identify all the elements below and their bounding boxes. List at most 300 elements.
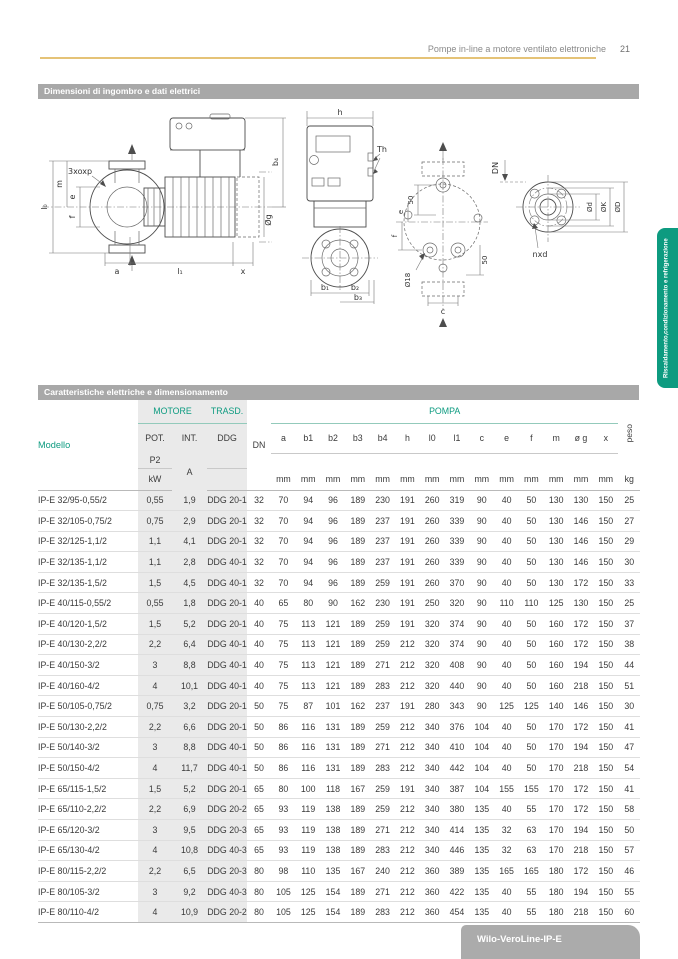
dim-h-label: h	[337, 108, 343, 117]
cell-dim-b1: 94	[296, 572, 321, 593]
cell-dn: 32	[247, 511, 271, 532]
cell-dim-e: 165	[494, 861, 519, 882]
cell-dim-b1: 116	[296, 758, 321, 779]
cell-dim-b4: 271	[370, 881, 395, 902]
unit-kw: kW	[138, 468, 172, 490]
cell-dim-m: 160	[544, 614, 569, 635]
cell-dim-b1: 94	[296, 490, 321, 511]
cell-peso: 41	[618, 717, 640, 738]
cell-dim-x: 150	[593, 490, 618, 511]
side-tab-line1: Riscaldamento,	[663, 333, 670, 379]
cell-peso: 38	[618, 634, 640, 655]
cell-dim-l1: 422	[445, 881, 470, 902]
cell-dim-b4: 259	[370, 799, 395, 820]
drawing-side-view	[40, 108, 290, 286]
cell-dim-c: 104	[469, 737, 494, 758]
cell-ddg: DDG 40-1	[207, 758, 247, 779]
col-header-peso	[618, 400, 640, 468]
cell-dim-l0: 340	[420, 758, 445, 779]
cell-peso: 30	[618, 552, 640, 573]
dim-a-label: a	[114, 267, 120, 276]
cell-dim-x: 150	[593, 737, 618, 758]
cell-dim-l0: 360	[420, 881, 445, 902]
cell-dim-b2: 138	[321, 820, 346, 841]
cell-dim-x: 150	[593, 778, 618, 799]
cell-int: 6,6	[172, 717, 207, 738]
cell-dim-ø g: 194	[569, 820, 594, 841]
cell-dim-b4: 259	[370, 572, 395, 593]
cell-dim-f: 63	[519, 820, 544, 841]
cell-pot: 2,2	[138, 799, 172, 820]
cell-dim-l0: 260	[420, 490, 445, 511]
divider-cell	[469, 453, 494, 468]
cell-dn: 40	[247, 614, 271, 635]
table-row	[38, 572, 640, 593]
col-header-b2: b2	[321, 423, 346, 453]
cell-dn: 32	[247, 531, 271, 552]
cell-dim-h: 212	[395, 717, 420, 738]
cell-dim-f: 50	[519, 758, 544, 779]
table-row	[38, 614, 640, 635]
cell-dim-l0: 260	[420, 531, 445, 552]
cell-dim-x: 150	[593, 614, 618, 635]
cell-dim-b2: 90	[321, 593, 346, 614]
cell-dim-x: 150	[593, 675, 618, 696]
cell-ddg: DDG 20-3	[207, 861, 247, 882]
page-header-title: Pompe in-line a motore ventilato elettroniche	[427, 44, 606, 54]
cell-dim-l1: 370	[445, 572, 470, 593]
cell-dim-c: 135	[469, 799, 494, 820]
cell-dim-b1: 87	[296, 696, 321, 717]
bolt-note-label: 3xoxp	[68, 167, 93, 176]
cell-dim-a: 98	[271, 861, 296, 882]
cell-dim-h: 191	[395, 552, 420, 573]
divider-cell	[370, 453, 395, 468]
cell-dim-x: 150	[593, 655, 618, 676]
cell-dim-a: 70	[271, 572, 296, 593]
cell-dim-h: 212	[395, 902, 420, 923]
cell-dim-l0: 340	[420, 717, 445, 738]
cell-dn: 65	[247, 778, 271, 799]
cell-dim-l1: 454	[445, 902, 470, 923]
dim-e-label: e	[68, 194, 77, 200]
cell-dn: 32	[247, 552, 271, 573]
cell-ddg: DDG 20-1	[207, 531, 247, 552]
unit-mm: mm	[544, 468, 569, 490]
cell-dim-f: 50	[519, 531, 544, 552]
cell-dim-b3: 167	[345, 861, 370, 882]
cell-dim-b2: 138	[321, 799, 346, 820]
cell-ddg: DDG 40-1	[207, 655, 247, 676]
cell-dim-l1: 380	[445, 799, 470, 820]
cell-pot: 4	[138, 840, 172, 861]
cell-dn: 40	[247, 655, 271, 676]
cell-dim-b4: 237	[370, 696, 395, 717]
cell-int: 10,1	[172, 675, 207, 696]
cell-ddg: DDG 20-3	[207, 820, 247, 841]
cell-dim-e: 40	[494, 490, 519, 511]
cell-dim-m: 170	[544, 737, 569, 758]
cell-dim-b3: 167	[345, 778, 370, 799]
col-header-b1: b1	[296, 423, 321, 453]
cell-model: IP-E 50/105-0,75/2	[38, 696, 138, 717]
table-row	[38, 758, 640, 779]
cell-pot: 0,55	[138, 593, 172, 614]
cell-int: 8,8	[172, 737, 207, 758]
cell-dim-h: 191	[395, 696, 420, 717]
cell-int: 2,8	[172, 552, 207, 573]
cell-dim-e: 40	[494, 614, 519, 635]
dim-b2-label: b₂	[350, 283, 360, 292]
cell-dim-f: 55	[519, 881, 544, 902]
cell-dim-b4: 230	[370, 593, 395, 614]
cell-peso: 41	[618, 778, 640, 799]
cell-dim-a: 75	[271, 696, 296, 717]
cell-dim-f: 55	[519, 799, 544, 820]
divider-cell	[494, 453, 519, 468]
cell-dim-l0: 340	[420, 840, 445, 861]
cell-dim-x: 150	[593, 799, 618, 820]
cell-dim-x: 150	[593, 572, 618, 593]
cell-dim-l0: 340	[420, 799, 445, 820]
cell-dim-ø g: 130	[569, 593, 594, 614]
cell-dim-a: 93	[271, 840, 296, 861]
cell-dim-c: 135	[469, 861, 494, 882]
cell-pot: 3	[138, 737, 172, 758]
cell-dim-x: 150	[593, 840, 618, 861]
cell-dim-b1: 119	[296, 799, 321, 820]
divider-cell	[445, 453, 470, 468]
cell-dim-h: 191	[395, 572, 420, 593]
cell-model: IP-E 32/135-1,1/2	[38, 552, 138, 573]
header-rule	[40, 57, 596, 59]
cell-dim-h: 212	[395, 737, 420, 758]
cell-dim-ø g: 218	[569, 675, 594, 696]
cell-dim-b4: 259	[370, 634, 395, 655]
cell-dim-f: 50	[519, 737, 544, 758]
subheader-p2: P2	[138, 453, 172, 468]
table-row	[38, 799, 640, 820]
cell-dim-h: 191	[395, 614, 420, 635]
cell-dim-a: 93	[271, 799, 296, 820]
cell-dim-b4: 283	[370, 758, 395, 779]
table-row	[38, 531, 640, 552]
cell-dim-b1: 80	[296, 593, 321, 614]
cell-pot: 1,1	[138, 531, 172, 552]
cell-dim-l1: 442	[445, 758, 470, 779]
cell-peso: 46	[618, 861, 640, 882]
flange-nxd-label: nxd	[532, 250, 548, 259]
cell-peso: 50	[618, 820, 640, 841]
cell-model: IP-E 50/130-2,2/2	[38, 717, 138, 738]
cell-dim-l1: 343	[445, 696, 470, 717]
cell-dim-a: 75	[271, 675, 296, 696]
section-bar-table	[38, 385, 639, 400]
table-row	[38, 593, 640, 614]
cell-dim-x: 150	[593, 902, 618, 923]
dim-l0-label: l₀	[40, 204, 49, 210]
cell-ddg: DDG 20-1	[207, 593, 247, 614]
cell-dim-a: 70	[271, 552, 296, 573]
cell-dim-c: 104	[469, 778, 494, 799]
cell-dim-ø g: 172	[569, 572, 594, 593]
cell-dim-e: 110	[494, 593, 519, 614]
cell-dim-b3: 189	[345, 655, 370, 676]
cell-dim-e: 40	[494, 531, 519, 552]
cell-dim-l0: 320	[420, 655, 445, 676]
cell-dim-a: 75	[271, 614, 296, 635]
cell-dim-f: 50	[519, 552, 544, 573]
th-label: Th	[377, 145, 387, 154]
cell-dim-c: 90	[469, 675, 494, 696]
table-row	[38, 737, 640, 758]
cell-dim-e: 40	[494, 572, 519, 593]
col-header-int: INT.	[172, 423, 207, 453]
port-dim-c-label: c	[440, 307, 446, 316]
cell-peso: 58	[618, 799, 640, 820]
cell-dim-x: 150	[593, 511, 618, 532]
col-header-dn: DN	[247, 400, 271, 490]
cell-int: 5,2	[172, 778, 207, 799]
cell-dim-l0: 260	[420, 572, 445, 593]
cell-dn: 40	[247, 634, 271, 655]
cell-dim-b4: 237	[370, 552, 395, 573]
cell-dim-c: 90	[469, 696, 494, 717]
cell-dim-a: 65	[271, 593, 296, 614]
cell-dim-m: 170	[544, 778, 569, 799]
cell-dim-h: 191	[395, 778, 420, 799]
cell-peso: 30	[618, 696, 640, 717]
cell-dim-e: 40	[494, 758, 519, 779]
cell-dim-h: 191	[395, 593, 420, 614]
cell-dim-m: 130	[544, 490, 569, 511]
cell-peso: 51	[618, 675, 640, 696]
cell-dim-l1: 339	[445, 552, 470, 573]
cell-dim-l0: 260	[420, 511, 445, 532]
cell-dim-a: 80	[271, 778, 296, 799]
divider-cell	[395, 453, 420, 468]
cell-dim-m: 160	[544, 634, 569, 655]
divider-cell	[544, 453, 569, 468]
dim-b4-label: b₄	[271, 157, 280, 167]
cell-model: IP-E 40/150-3/2	[38, 655, 138, 676]
cell-dim-b4: 237	[370, 531, 395, 552]
cell-dim-b4: 259	[370, 614, 395, 635]
cell-dim-l0: 320	[420, 614, 445, 635]
cell-dim-c: 90	[469, 655, 494, 676]
port-dim-d18-label: Ø18	[404, 272, 412, 288]
cell-int: 9,2	[172, 881, 207, 902]
col-header-e: e	[494, 423, 519, 453]
cell-dim-ø g: 146	[569, 531, 594, 552]
cell-ddg: DDG 40-3	[207, 881, 247, 902]
cell-dim-b2: 121	[321, 614, 346, 635]
cell-dim-m: 130	[544, 552, 569, 573]
cell-dim-l1: 339	[445, 511, 470, 532]
table-row	[38, 511, 640, 532]
col-header-ddg: DDG	[207, 423, 247, 453]
cell-ddg: DDG 40-1	[207, 675, 247, 696]
cell-dn: 80	[247, 902, 271, 923]
cell-dim-e: 32	[494, 840, 519, 861]
divider-cell	[593, 453, 618, 468]
divider-cell	[271, 453, 296, 468]
cell-dim-l1: 414	[445, 820, 470, 841]
cell-dim-b1: 119	[296, 840, 321, 861]
cell-dn: 50	[247, 717, 271, 738]
cell-dim-b4: 271	[370, 737, 395, 758]
cell-dim-x: 150	[593, 881, 618, 902]
table-body	[38, 490, 640, 922]
cell-dim-ø g: 172	[569, 799, 594, 820]
flange-ok-label: ØK	[600, 201, 608, 213]
cell-dim-a: 75	[271, 634, 296, 655]
cell-dim-c: 90	[469, 531, 494, 552]
cell-dim-b3: 189	[345, 840, 370, 861]
cell-dim-h: 212	[395, 840, 420, 861]
cell-dim-ø g: 172	[569, 778, 594, 799]
cell-dn: 32	[247, 490, 271, 511]
dim-b1-label: b₁	[320, 283, 330, 292]
cell-int: 4,1	[172, 531, 207, 552]
cell-ddg: DDG 40-1	[207, 634, 247, 655]
cell-dim-l0: 360	[420, 861, 445, 882]
group-header-motore: MOTORE	[138, 400, 207, 423]
cell-dim-l1: 319	[445, 490, 470, 511]
cell-dim-b4: 240	[370, 861, 395, 882]
spec-table-header	[38, 400, 640, 490]
cell-dim-b1: 113	[296, 675, 321, 696]
port-dim-50right-label: 50	[481, 255, 489, 265]
page-header	[40, 44, 640, 54]
cell-ddg: DDG 40-1	[207, 552, 247, 573]
cell-dim-b2: 154	[321, 881, 346, 902]
cell-dim-b3: 189	[345, 758, 370, 779]
cell-dim-e: 32	[494, 820, 519, 841]
cell-ddg: DDG 20-1	[207, 717, 247, 738]
cell-int: 6,9	[172, 799, 207, 820]
table-row	[38, 490, 640, 511]
cell-dim-l1: 389	[445, 861, 470, 882]
cell-dim-c: 104	[469, 758, 494, 779]
unit-mm: mm	[370, 468, 395, 490]
dim-og-label: Øg	[264, 214, 273, 226]
cell-dim-c: 90	[469, 511, 494, 532]
flange-od-label: Ød	[586, 202, 594, 212]
cell-dim-m: 130	[544, 511, 569, 532]
cell-dim-f: 50	[519, 634, 544, 655]
cell-dn: 65	[247, 840, 271, 861]
page-number: 21	[620, 44, 631, 54]
cell-dim-m: 180	[544, 902, 569, 923]
section-title-table: Caratteristiche elettriche e dimensionamento	[44, 387, 228, 397]
cell-dim-e: 40	[494, 552, 519, 573]
cell-dim-a: 105	[271, 902, 296, 923]
cell-dim-b4: 259	[370, 778, 395, 799]
cell-pot: 0,75	[138, 696, 172, 717]
cell-dn: 80	[247, 861, 271, 882]
cell-dim-x: 150	[593, 820, 618, 841]
cell-model: IP-E 32/95-0,55/2	[38, 490, 138, 511]
cell-dim-b4: 230	[370, 490, 395, 511]
cell-dim-l1: 374	[445, 614, 470, 635]
cell-dim-f: 50	[519, 511, 544, 532]
cell-dim-ø g: 194	[569, 655, 594, 676]
divider-cell	[321, 453, 346, 468]
cell-dim-b3: 189	[345, 717, 370, 738]
cell-int: 10,9	[172, 902, 207, 923]
cell-dim-b2: 121	[321, 634, 346, 655]
cell-dim-f: 50	[519, 655, 544, 676]
cell-dim-x: 150	[593, 531, 618, 552]
cell-model: IP-E 65/115-1,5/2	[38, 778, 138, 799]
cell-dim-e: 40	[494, 717, 519, 738]
unit-mm: mm	[569, 468, 594, 490]
divider-cell	[345, 453, 370, 468]
cell-dim-e: 40	[494, 881, 519, 902]
col-header-b3: b3	[345, 423, 370, 453]
table-row	[38, 675, 640, 696]
cell-dim-m: 160	[544, 675, 569, 696]
cell-ddg: DDG 20-1	[207, 696, 247, 717]
cell-dim-b3: 189	[345, 511, 370, 532]
group-header-trasd: TRASD.	[207, 400, 247, 423]
table-row	[38, 778, 640, 799]
table-row	[38, 717, 640, 738]
cell-dim-l1: 408	[445, 655, 470, 676]
cell-pot: 1,5	[138, 614, 172, 635]
cell-pot: 0,55	[138, 490, 172, 511]
cell-dn: 65	[247, 820, 271, 841]
cell-dim-l0: 340	[420, 778, 445, 799]
cell-int: 11,7	[172, 758, 207, 779]
cell-dim-ø g: 172	[569, 634, 594, 655]
cell-ddg: DDG 20-1	[207, 614, 247, 635]
cell-dim-a: 86	[271, 758, 296, 779]
cell-dim-b1: 100	[296, 778, 321, 799]
table-row	[38, 552, 640, 573]
cell-int: 6,4	[172, 634, 207, 655]
cell-dim-l0: 320	[420, 675, 445, 696]
unit-mm: mm	[321, 468, 346, 490]
cell-dim-e: 155	[494, 778, 519, 799]
cell-dim-b2: 96	[321, 572, 346, 593]
cell-dim-b3: 189	[345, 572, 370, 593]
cell-dim-l1: 410	[445, 737, 470, 758]
chapter-side-tab-text	[657, 228, 678, 388]
flange-oD-label: ØD	[614, 201, 622, 213]
unit-mm: mm	[395, 468, 420, 490]
cell-ddg: DDG 20-2	[207, 902, 247, 923]
cell-dim-ø g: 146	[569, 696, 594, 717]
cell-ddg: DDG 20-2	[207, 799, 247, 820]
cell-dim-l0: 260	[420, 552, 445, 573]
cell-dim-l1: 446	[445, 840, 470, 861]
unit-mm: mm	[519, 468, 544, 490]
cell-dn: 50	[247, 737, 271, 758]
cell-dim-b1: 113	[296, 634, 321, 655]
cell-peso: 60	[618, 902, 640, 923]
dim-b3-label: b₃	[353, 293, 363, 302]
col-header-a: a	[271, 423, 296, 453]
cell-dim-b2: 135	[321, 861, 346, 882]
cell-dim-b2: 96	[321, 531, 346, 552]
cell-dim-b2: 121	[321, 655, 346, 676]
cell-dim-m: 170	[544, 717, 569, 738]
cell-dim-m: 160	[544, 655, 569, 676]
cell-dn: 40	[247, 593, 271, 614]
cell-dim-ø g: 194	[569, 881, 594, 902]
